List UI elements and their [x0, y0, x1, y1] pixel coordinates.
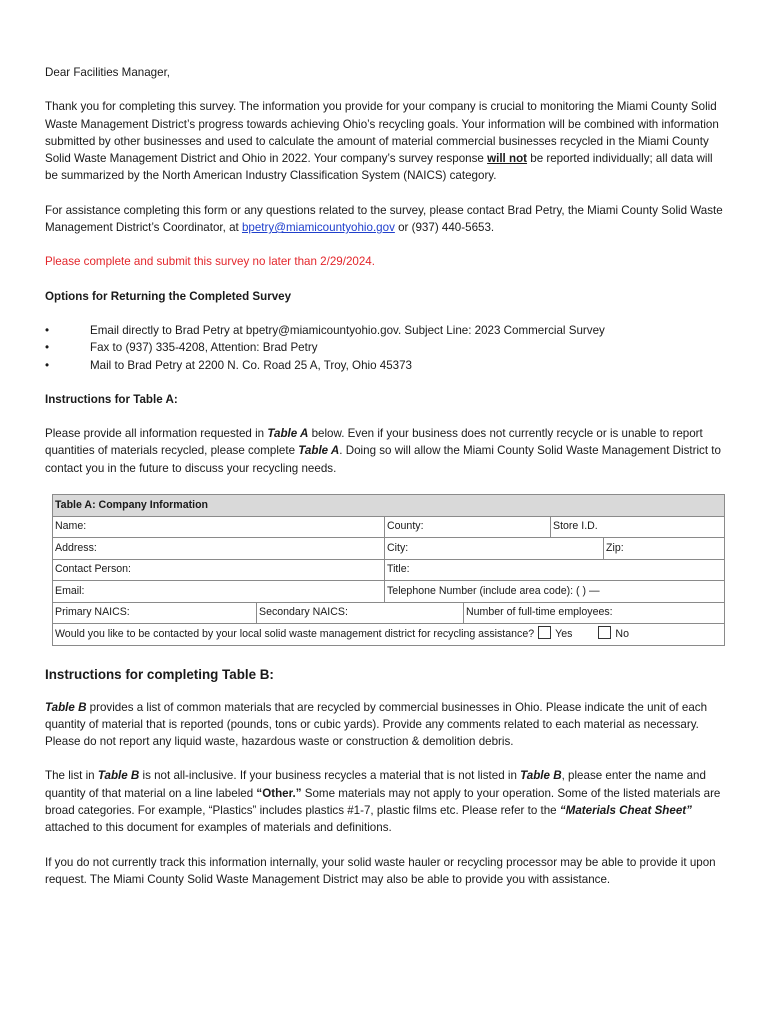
return-options-list: [45, 322, 725, 374]
address-field[interactable]: Address:: [53, 538, 385, 560]
greeting: Dear Facilities Manager,: [45, 66, 171, 79]
intro-paragraph: [45, 98, 725, 184]
intro-text-2: be reported individually; all data will be summarized by the North American Industry Classification System (NAICS) category.: [45, 152, 713, 183]
employees-field[interactable]: Number of full-time employees:: [464, 602, 725, 624]
contact-person-field[interactable]: Contact Person:: [53, 559, 385, 581]
store-id-field[interactable]: Store I.D.: [551, 516, 725, 538]
list-item: [45, 357, 725, 374]
name-field[interactable]: Name:: [53, 516, 385, 538]
assistance-text-1: For assistance completing this form or any questions related to the survey, please contact Brad Petry, the Miami County Solid Waste Management District’s Coordinator, at: [45, 203, 723, 235]
table-b-paragraph-2: [45, 767, 725, 836]
option-email: Email directly to Brad Petry at bpetry@miamicountyohio.gov. Subject Line: 2023 Commercial Survey: [90, 323, 605, 337]
coordinator-email-link[interactable]: bpetry@miamicountyohio.gov: [241, 221, 395, 235]
county-field[interactable]: County:: [385, 516, 551, 538]
contact-question-row: [53, 624, 725, 646]
table-b-p2-text-2: is not all-inclusive. If your business recycles a material that is not listed in: [139, 769, 521, 783]
zip-field[interactable]: Zip:: [604, 538, 725, 560]
bullet: •: [45, 323, 50, 337]
no-checkbox[interactable]: [598, 626, 611, 639]
table-a-text-3: . Doing so will allow the Miami County Solid Waste Management District to contact you in the future to discuss your recycling needs.: [45, 444, 721, 475]
yes-label: Yes: [555, 627, 573, 640]
table-b-ref: Table B: [97, 769, 140, 783]
table-a-heading: Instructions for Table A:: [45, 392, 178, 406]
table-a-text-2: below. Even if your business does not currently recycle or is unable to report quantities of materials recycled, please complete: [45, 427, 703, 458]
option-mail: Mail to Brad Petry at 2200 N. Co. Road 25 A, Troy, Ohio 45373: [90, 358, 413, 372]
secondary-naics-field[interactable]: Secondary NAICS:: [257, 602, 464, 624]
contact-question: Would you like to be contacted by your local solid waste management district for recycling assistance?: [55, 627, 535, 640]
table-b-p2-text-1: The list in: [45, 769, 98, 783]
table-b-paragraph-3: If you do not currently track this information internally, your solid waste hauler or recycling processor may be able to provide it upon request. The Miami County Solid Waste Management District may also be able to provide you with assistance.: [45, 855, 716, 886]
primary-naics-field[interactable]: Primary NAICS:: [53, 602, 257, 624]
intro-text-1: Thank you for completing this survey. The information you provide for your company is crucial to monitoring the Miami County Solid Waste Management District’s progress towards achieving Ohio’s recycling goals. Your information will be combined with information submitted by other businesses and used to calculate the amount of material commercial businesses recycled in the Miami County Solid Waste Management District and Ohio in 2022. Your company’s survey response: [45, 100, 719, 166]
city-field[interactable]: City:: [385, 538, 604, 560]
option-fax: Fax to (937) 335-4208, Attention: Brad Petry: [90, 341, 318, 355]
table-b-paragraph-1: [45, 699, 725, 751]
table-a-ref: Table A: [298, 444, 340, 458]
list-item: [45, 339, 725, 356]
other-label: “Other.”: [256, 786, 302, 800]
options-heading: Options for Returning the Completed Survey: [45, 289, 292, 303]
table-a-title: Table A: Company Information: [53, 495, 725, 517]
table-b-p2-text-4: Some materials may not apply to your operation. Some of the listed materials are broad categories. For example, “Plastics” includes plastics #1-7, plastic films etc. Please refer to the: [45, 786, 721, 818]
table-a-text-1: Please provide all information requested in: [45, 427, 268, 441]
intro-emphasis: will not: [487, 152, 528, 166]
assistance-text-2: or (937) 440-5653.: [394, 221, 495, 235]
table-b-ref: Table B: [520, 769, 562, 783]
table-b-p2-text-3: , please enter the name and quantity of that material on a line labeled: [45, 769, 706, 800]
table-b-p1-text: provides a list of common materials that are recycled by commercial businesses in Ohio. Please indicate the unit of each quantity of material that is reported (pounds, tons or cubic yards). Provide any comments related to each material as necessary. Please do not report any liquid waste, hazardous waste or construction & demolition debris.: [45, 700, 708, 749]
table-b-ref: Table B: [45, 700, 87, 714]
table-a-ref: Table A: [267, 427, 309, 441]
table-a-instructions: [45, 425, 725, 477]
title-field[interactable]: Title:: [385, 559, 725, 581]
email-field[interactable]: Email:: [53, 581, 385, 603]
list-item: [45, 322, 725, 339]
no-label: No: [615, 627, 629, 640]
survey-letter: [45, 64, 725, 905]
table-b-heading: Instructions for completing Table B:: [45, 666, 274, 682]
table-b-p2-text-5: attached to this document for examples of materials and definitions.: [45, 821, 392, 835]
telephone-field[interactable]: Telephone Number (include area code): ( ) —: [385, 581, 725, 603]
assistance-paragraph: [45, 202, 725, 237]
deadline-notice: Please complete and submit this survey no later than 2/29/2024.: [45, 255, 375, 269]
bullet: •: [45, 341, 50, 355]
company-information-table: [52, 494, 725, 646]
materials-cheat-sheet-ref: “Materials Cheat Sheet”: [559, 804, 692, 818]
bullet: •: [45, 358, 50, 372]
yes-checkbox[interactable]: [538, 626, 551, 639]
